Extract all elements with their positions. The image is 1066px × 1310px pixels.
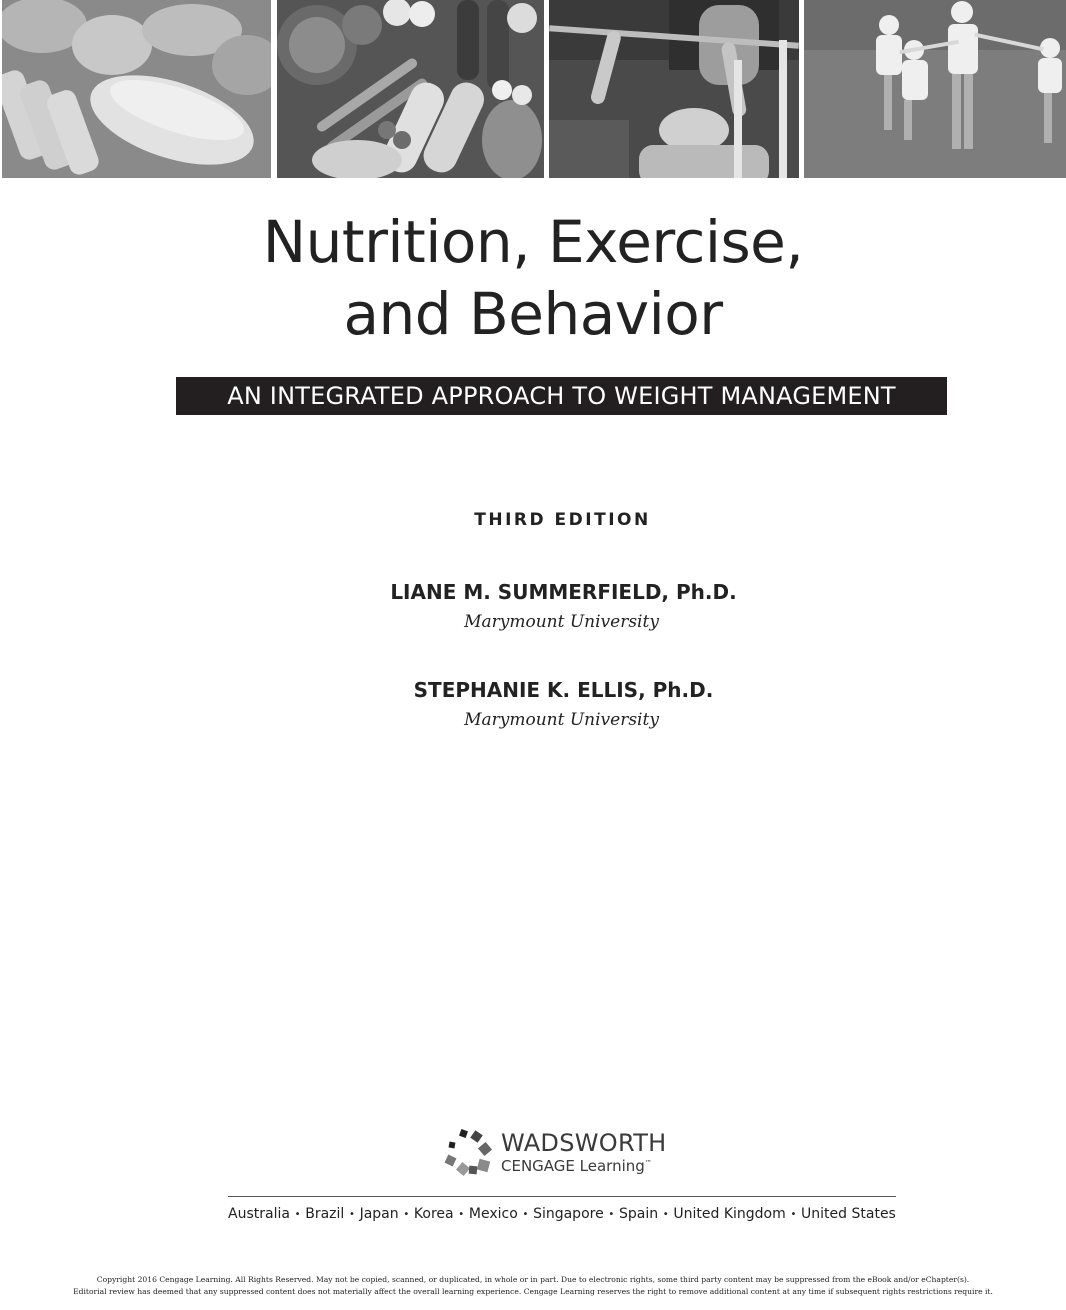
location-separator: •	[294, 1208, 301, 1220]
cengage-logo-icon	[444, 1128, 494, 1178]
author-name-1: LIANE M. SUMMERFIELD, Ph.D.	[390, 580, 737, 604]
book-subtitle-band	[176, 377, 947, 415]
book-title	[0, 206, 1066, 350]
copyright-notice	[0, 1274, 1066, 1298]
location-separator: •	[790, 1208, 797, 1220]
publisher-logo	[444, 1128, 684, 1180]
edition-label: THIRD EDITION	[474, 510, 651, 530]
location-item: Singapore	[533, 1206, 604, 1222]
location-separator: •	[348, 1208, 355, 1220]
publisher-locations	[228, 1206, 896, 1222]
vegetables-photo	[277, 0, 544, 178]
publisher-subname-text: CENGAGE Learning	[501, 1157, 645, 1175]
cover-photo-strip	[0, 0, 1066, 178]
publisher-subname	[501, 1157, 652, 1175]
location-item: Brazil	[305, 1206, 345, 1222]
book-title-line-2: and Behavior	[343, 280, 723, 348]
footer-divider	[228, 1196, 896, 1197]
location-item: Japan	[359, 1206, 399, 1222]
location-item: United States	[801, 1206, 896, 1222]
trademark-mark: ™	[644, 1159, 652, 1167]
author-affiliation-2: Marymount University	[464, 710, 659, 730]
book-subtitle: AN INTEGRATED APPROACH TO WEIGHT MANAGEMENT	[227, 382, 896, 410]
publisher-name: WADSWORTH	[501, 1129, 667, 1157]
exercise-photo	[549, 0, 799, 178]
bread-photo	[2, 0, 271, 178]
location-separator: •	[608, 1208, 615, 1220]
location-item: Mexico	[468, 1206, 518, 1222]
copyright-line-1: Copyright 2016 Cengage Learning. All Rights Reserved. May not be copied, scanned, or duplicated, in whole or in part. Due to electronic rights, some third party content may be suppressed from the eBook and/or eChapter(s).	[96, 1275, 970, 1284]
location-item: United Kingdom	[673, 1206, 786, 1222]
location-separator: •	[662, 1208, 669, 1220]
location-separator: •	[403, 1208, 410, 1220]
children-playing-photo	[804, 0, 1066, 178]
book-title-line-1: Nutrition, Exercise,	[262, 208, 804, 276]
location-separator: •	[522, 1208, 529, 1220]
location-item: Korea	[413, 1206, 454, 1222]
author-name-2: STEPHANIE K. ELLIS, Ph.D.	[413, 678, 714, 702]
location-separator: •	[458, 1208, 465, 1220]
copyright-line-2: Editorial review has deemed that any suppressed content does not materially affect the overall learning experience. Cengage Learning reserves the right to remove additional content at any time if subsequent rights restrictions require it.	[73, 1287, 993, 1296]
location-item: Australia	[228, 1206, 290, 1222]
location-item: Spain	[618, 1206, 659, 1222]
author-affiliation-1: Marymount University	[464, 612, 659, 632]
